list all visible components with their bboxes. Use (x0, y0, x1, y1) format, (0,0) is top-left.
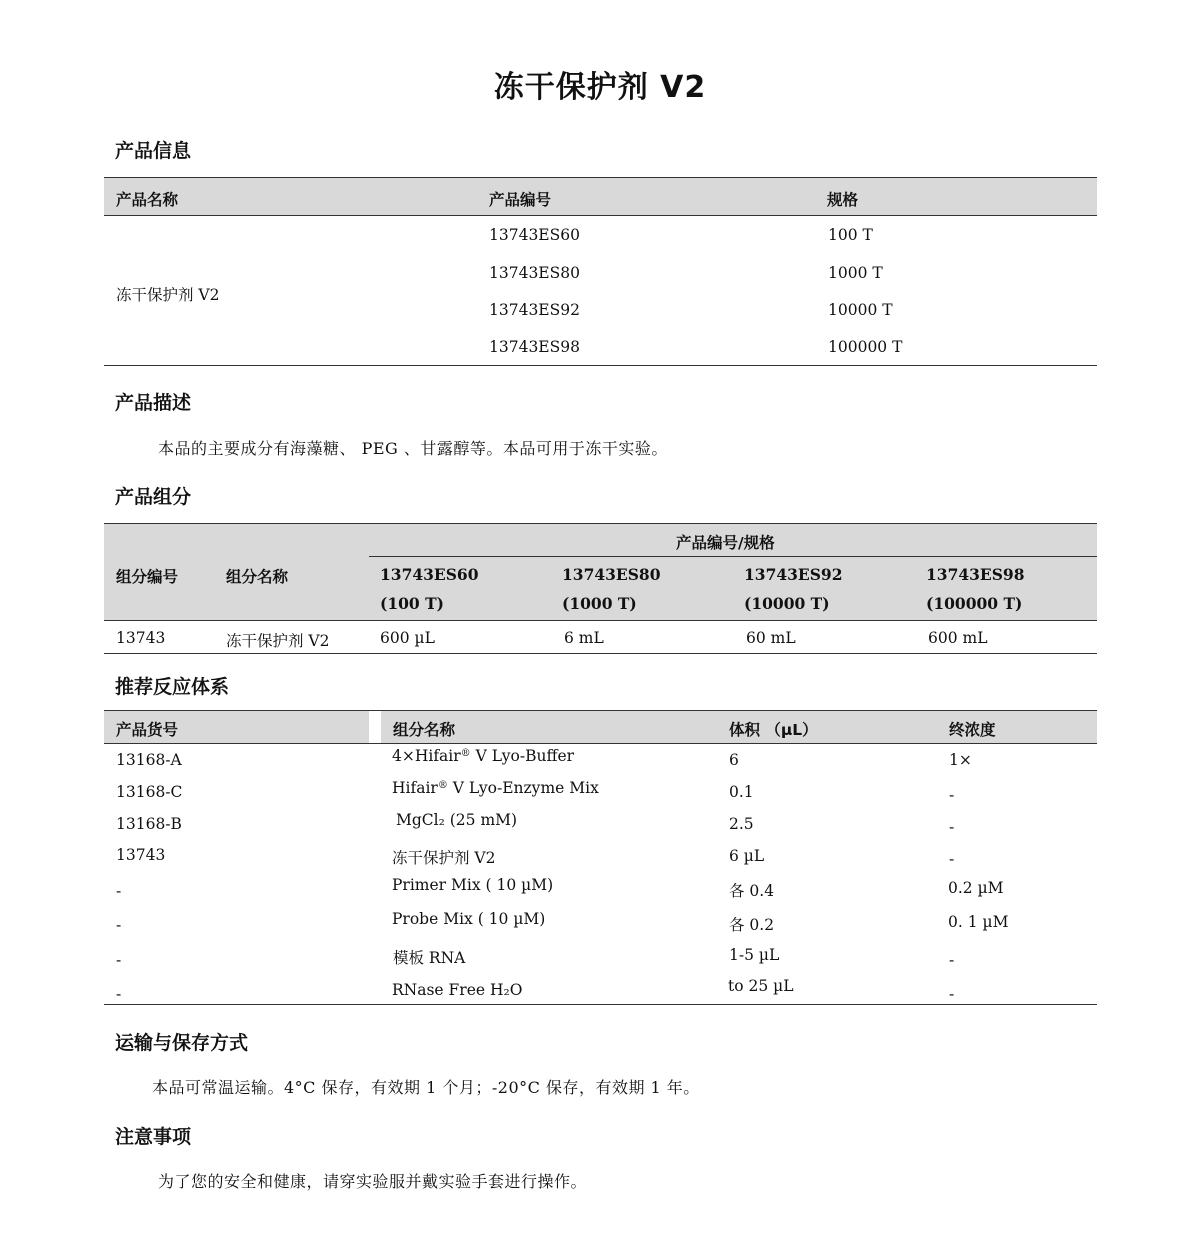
volume-cell: 各 0.4 (729, 882, 775, 900)
volume-cell: 各 0.2 (729, 916, 775, 934)
table-top-rule (104, 710, 1097, 711)
final-conc-cell: 0. 1 µM (948, 913, 1009, 931)
table-bottom-rule (104, 653, 1097, 654)
section-heading-notes: 注意事项 (115, 1126, 192, 1148)
component-name-cell: Probe Mix ( 10 µM) (392, 910, 546, 928)
header-item-code: 产品货号 (116, 721, 179, 739)
volume-cell: 60 mL (746, 629, 796, 647)
volume-cell: 1-5 µL (729, 946, 780, 964)
volume-cell: 0.1 (729, 783, 754, 801)
table-header-rule (104, 215, 1097, 216)
header-product-code: 产品编号 (489, 191, 552, 209)
description-text: 本品的主要成分有海藻糖、 PEG 、甘露醇等。本品可用于冻干实验。 (158, 439, 668, 458)
header-sku-code: 13743ES98 (926, 565, 1025, 584)
product-code-cell: 13743ES98 (489, 338, 580, 356)
component-name-cell: Primer Mix ( 10 µM) (392, 876, 554, 894)
table-header-rule (104, 743, 1097, 744)
header-sku-spec: (100000 T) (926, 594, 1023, 613)
volume-cell: 2.5 (729, 815, 754, 833)
section-heading-product-info: 产品信息 (115, 140, 192, 162)
section-heading-storage: 运输与保存方式 (115, 1032, 249, 1054)
item-code-cell: - (116, 951, 122, 969)
table-top-rule (104, 523, 1097, 524)
volume-cell: 600 mL (928, 629, 988, 647)
volume-cell: 6 mL (564, 629, 604, 647)
component-name-cell: 冻干保护剂 V2 (226, 632, 330, 650)
spec-cell: 100000 T (828, 338, 903, 356)
item-code-cell: 13168-B (116, 815, 182, 833)
header-volume: 体积 （µL） (729, 721, 818, 739)
final-conc-cell: 1× (949, 751, 972, 769)
final-conc-cell: - (949, 818, 955, 836)
group-header-rule (369, 556, 1097, 557)
final-conc-cell: - (949, 850, 955, 868)
item-code-cell: - (116, 916, 122, 934)
header-product-name: 产品名称 (116, 191, 179, 209)
product-code-cell: 13743ES60 (489, 226, 580, 244)
component-id-cell: 13743 (116, 629, 166, 647)
page-title: 冻干保护剂 V2 (493, 70, 707, 105)
final-conc-cell: - (949, 951, 955, 969)
item-code-cell: 13743 (116, 846, 166, 864)
header-final-conc: 终浓度 (949, 721, 996, 739)
header-sku-code: 13743ES92 (744, 565, 843, 584)
section-heading-components: 产品组分 (115, 486, 192, 508)
component-name-cell: Hifair® V Lyo-Enzyme Mix (392, 779, 599, 797)
table-top-rule (104, 177, 1097, 178)
component-name-cell: 模板 RNA (393, 949, 466, 967)
header-sku-spec: (10000 T) (744, 594, 830, 613)
final-conc-cell: - (949, 786, 955, 804)
product-code-cell: 13743ES80 (489, 264, 580, 282)
section-heading-reaction-system: 推荐反应体系 (115, 676, 230, 698)
volume-cell: 6 µL (729, 847, 765, 865)
table-header-bg (104, 178, 1097, 215)
component-name-cell: RNase Free H₂O (392, 981, 523, 999)
notes-text: 为了您的安全和健康，请穿实验服并戴实验手套进行操作。 (158, 1172, 588, 1191)
product-code-cell: 13743ES92 (489, 301, 580, 319)
component-name-cell: MgCl₂ (25 mM) (396, 811, 518, 829)
header-sku-spec: (1000 T) (562, 594, 637, 613)
header-sku-code: 13743ES60 (380, 565, 479, 584)
volume-cell: to 25 µL (728, 977, 794, 995)
header-sku-code: 13743ES80 (562, 565, 661, 584)
component-name-cell: 冻干保护剂 V2 (392, 849, 496, 867)
final-conc-cell: 0.2 µM (948, 879, 1004, 897)
volume-cell: 600 µL (380, 629, 435, 647)
item-code-cell: 13168-A (116, 751, 182, 769)
table-header-rule (104, 620, 1097, 621)
spec-cell: 10000 T (828, 301, 893, 319)
item-code-cell: - (116, 882, 122, 900)
section-heading-description: 产品描述 (115, 392, 192, 414)
header-component-name: 组分名称 (226, 568, 289, 586)
spec-cell: 100 T (828, 226, 873, 244)
header-component-id: 组分编号 (116, 568, 179, 586)
header-component-name: 组分名称 (393, 721, 456, 739)
item-code-cell: 13168-C (116, 783, 183, 801)
component-name-cell: 4×Hifair® V Lyo-Buffer (392, 747, 575, 765)
item-code-cell: - (116, 985, 122, 1003)
header-sku-spec: (100 T) (380, 594, 444, 613)
table-bottom-rule (104, 1004, 1097, 1005)
spec-cell: 1000 T (828, 264, 883, 282)
header-sku-group: 产品编号/规格 (676, 534, 775, 552)
table-bottom-rule (104, 365, 1097, 366)
final-conc-cell: - (949, 985, 955, 1003)
product-name-cell: 冻干保护剂 V2 (116, 286, 220, 304)
storage-text: 本品可常温运输。4°C 保存，有效期 1 个月；-20°C 保存，有效期 1 年。 (152, 1078, 700, 1097)
volume-cell: 6 (729, 751, 739, 769)
header-spec: 规格 (827, 191, 859, 209)
